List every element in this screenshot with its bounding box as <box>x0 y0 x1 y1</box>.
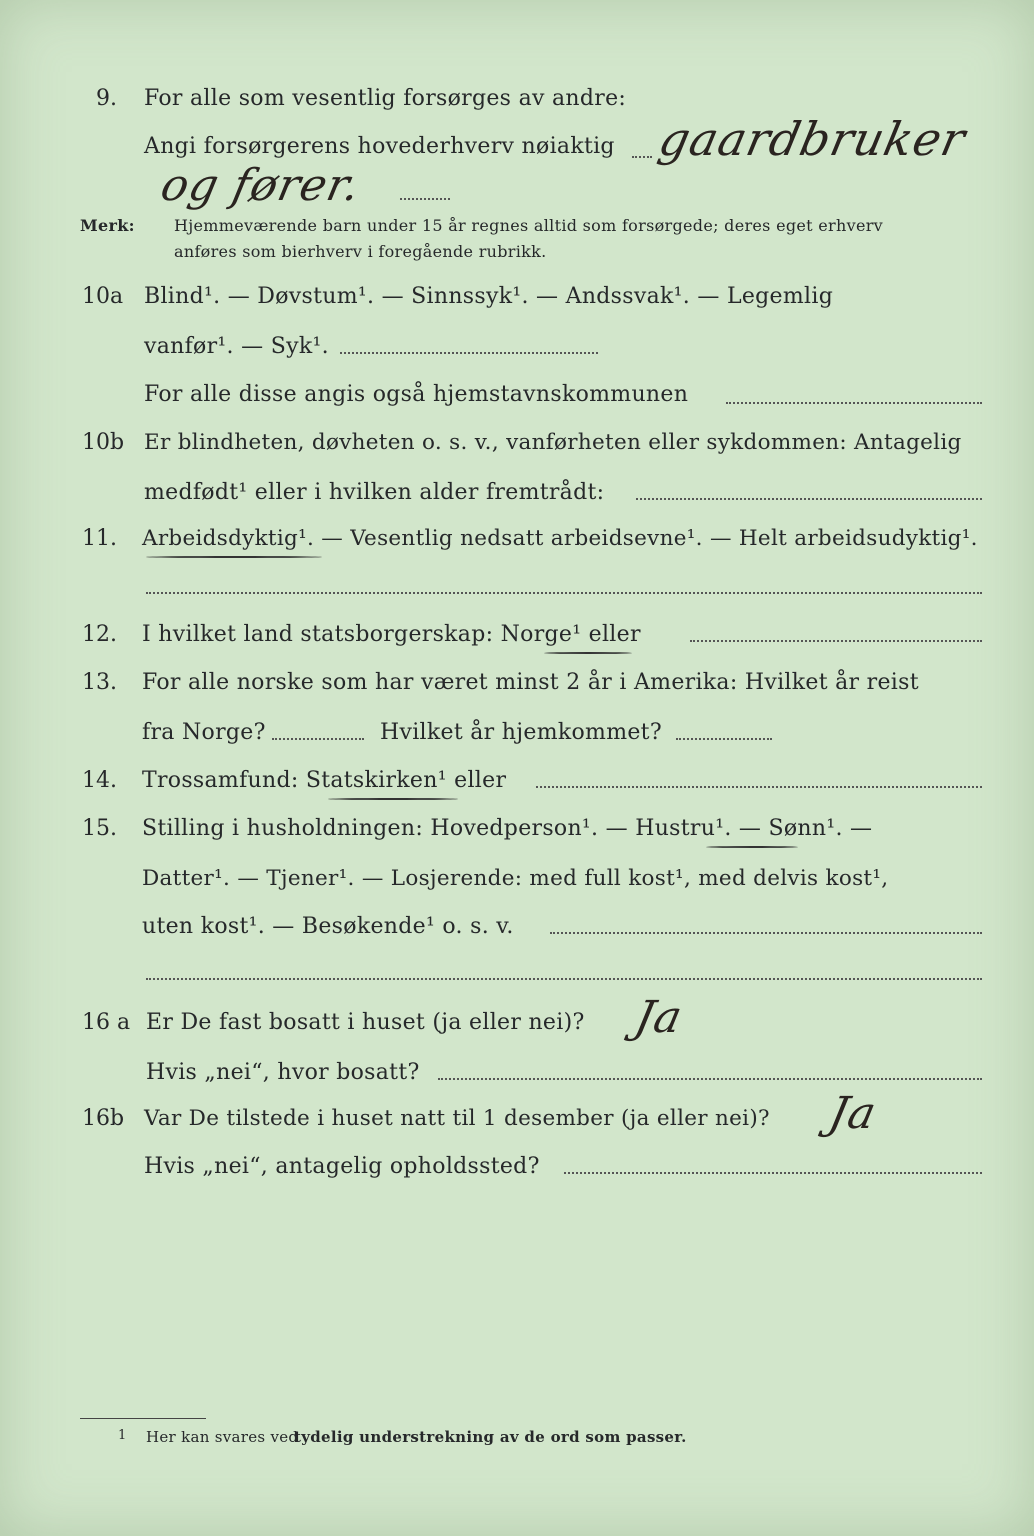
footnote-text-bold: tydelig understrekning av de ord som passer. <box>294 1428 687 1446</box>
q14-number: 14. <box>82 768 117 793</box>
q13-reist-dotted-line <box>272 738 364 740</box>
footnote-rule <box>80 1418 206 1419</box>
q10b-dotted-line <box>636 498 982 500</box>
q15-line3: uten kost¹. — Besøkende¹ o. s. v. <box>142 914 514 939</box>
q11-underline-arbeidsdyktig <box>146 556 322 558</box>
q9-line1: For alle som vesentlig forsørges av andre: <box>144 86 627 111</box>
q10a-line2: vanfør¹. — Syk¹. <box>144 334 329 359</box>
merk-label: Merk: <box>80 216 135 235</box>
q14-line1: Trossamfund: Statskirken¹ eller <box>142 768 507 793</box>
q16b-dotted-line <box>564 1172 982 1174</box>
q11-line1: Arbeidsdyktig¹. — Vesentlig nedsatt arbeidsevne¹. — Helt arbeidsudyktig¹. <box>142 526 978 551</box>
q15-underline-hustru <box>706 846 798 848</box>
q9-dotted-line <box>632 156 652 158</box>
q9-handwritten-answer-a: gaardbruker <box>654 112 971 166</box>
q12-number: 12. <box>82 622 117 647</box>
q9-number: 9. <box>96 86 117 111</box>
merk-line1: Hjemmeværende barn under 15 år regnes alltid som forsørgede; deres eget erhverv <box>174 216 883 235</box>
q15-dotted-line-2 <box>146 978 982 980</box>
q16b-line2: Hvis „nei“, antagelig opholdssted? <box>144 1154 540 1179</box>
q10b-number: 10b <box>82 430 125 455</box>
q16a-handwritten-answer: Ja <box>630 992 688 1043</box>
q16b-number: 16b <box>82 1106 125 1131</box>
q10a-number: 10a <box>82 284 124 309</box>
q12-line1: I hvilket land statsborgerskap: Norge¹ eller <box>142 622 641 647</box>
q10b-line2: medfødt¹ eller i hvilken alder fremtrådt: <box>144 480 605 505</box>
q16a-line1: Er De fast bosatt i huset (ja eller nei)? <box>146 1010 585 1035</box>
q12-dotted-line <box>690 640 982 642</box>
q9-handwritten-answer-b: og fører. <box>156 160 366 211</box>
footnote-text-plain: Her kan svares ved <box>146 1428 299 1446</box>
q13-hjemkommet-dotted-line <box>676 738 772 740</box>
q11-dotted-line <box>146 592 982 594</box>
q10a-syk-dotted-line <box>340 352 598 354</box>
q13-number: 13. <box>82 670 117 695</box>
q16a-line2: Hvis „nei“, hvor bosatt? <box>146 1060 420 1085</box>
q15-dotted-line <box>550 932 982 934</box>
q16b-line1: Var De tilstede i huset natt til 1 desember (ja eller nei)? <box>144 1106 770 1131</box>
q13-line2a: fra Norge? <box>142 720 266 745</box>
q15-line2: Datter¹. — Tjener¹. — Losjerende: med full kost¹, med delvis kost¹, <box>142 866 889 891</box>
q10a-line3: For alle disse angis også hjemstavnskommunen <box>144 382 689 407</box>
q13-line1: For alle norske som har været minst 2 år i Amerika: Hvilket år reist <box>142 670 919 695</box>
q14-underline-statskirken <box>328 798 458 800</box>
q10b-line1: Er blindheten, døvheten o. s. v., vanførheten eller sykdommen: Antagelig <box>144 430 962 455</box>
footnote-mark: 1 <box>118 1428 127 1443</box>
q16b-handwritten-answer: Ja <box>824 1088 882 1139</box>
q12-underline-norge <box>544 652 632 654</box>
q15-number: 15. <box>82 816 117 841</box>
q16a-number: 16 a <box>82 1010 131 1035</box>
merk-line2: anføres som bierhverv i foregående rubrikk. <box>174 242 547 261</box>
q13-line2b: Hvilket år hjemkommet? <box>380 720 662 745</box>
q16a-dotted-line <box>438 1078 982 1080</box>
q9-dotted-line-2 <box>400 198 450 200</box>
q10a-hjemstavn-dotted-line <box>726 402 982 404</box>
q15-line1: Stilling i husholdningen: Hovedperson¹. — Hustru¹. — Sønn¹. — <box>142 816 873 841</box>
q9-line2: Angi forsørgerens hovederhverv nøiaktig <box>144 134 615 159</box>
q14-dotted-line <box>536 786 982 788</box>
q10a-line1: Blind¹. — Døvstum¹. — Sinnssyk¹. — Andssvak¹. — Legemlig <box>144 284 834 309</box>
q11-number: 11. <box>82 526 117 551</box>
